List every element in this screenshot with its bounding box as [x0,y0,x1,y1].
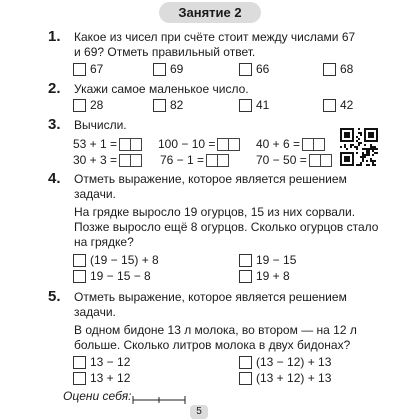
task-4-option-3[interactable]: 19 − 15 − 8 [73,269,151,283]
qr-code[interactable] [340,128,378,166]
task-4-text-line1: Отметь выражение, которое является решением [74,172,347,186]
expression-76-minus-1: 76 − 1 = [160,153,229,167]
task-5-text-line1: Отметь выражение, которое является решением [74,290,347,304]
task-2-option-2[interactable]: 82 [153,98,183,112]
expression-70-minus-50: 70 − 50 = [256,153,332,167]
answer-box[interactable] [119,154,142,167]
expression-40-plus-6: 40 + 6 = [256,137,325,151]
task-5-number: 5. [48,288,61,305]
task-4-number: 4. [48,170,61,187]
checkbox[interactable] [239,356,252,369]
checkbox[interactable] [73,99,86,112]
task-5-option-2[interactable]: (13 − 12) + 13 [239,355,331,369]
task-2-text-line1: Укажи самое маленькое число. [74,82,249,96]
task-3-text-line1: Вычисли. [74,118,127,132]
task-3-number: 3. [48,116,61,133]
checkbox[interactable] [73,254,86,267]
task-4-problem-line1: На грядке выросло 19 огурцов, 15 из них сорвали. [74,205,356,219]
task-2-option-3[interactable]: 41 [239,98,269,112]
task-1-number: 1. [48,28,61,45]
answer-box[interactable] [217,138,240,151]
task-2-option-1[interactable]: 28 [73,98,103,112]
task-4-option-4[interactable]: 19 + 8 [239,269,290,283]
checkbox[interactable] [323,99,336,112]
answer-box[interactable] [309,154,332,167]
checkbox[interactable] [73,356,86,369]
expression-100-minus-10: 100 − 10 = [158,137,240,151]
checkbox[interactable] [239,63,252,76]
task-1-option-2[interactable]: 69 [153,62,183,76]
task-5-option-4[interactable]: (13 + 12) + 13 [239,371,331,385]
checkbox[interactable] [239,254,252,267]
checkbox[interactable] [73,270,86,283]
checkbox[interactable] [153,99,166,112]
task-4-option-1[interactable]: (19 − 15) + 8 [73,253,159,267]
expression-30-plus-3: 30 + 3 = [73,153,142,167]
task-5-text-line2: задачи. [74,305,116,319]
answer-box[interactable] [119,138,142,151]
checkbox[interactable] [239,99,252,112]
lesson-title: Занятие 2 [159,2,261,23]
task-5-option-3[interactable]: 13 + 12 [73,371,130,385]
rating-scale-line[interactable] [132,395,186,405]
expression-53-plus-1: 53 + 1 = [73,137,142,151]
self-rating-scale[interactable] [132,392,186,410]
task-4-problem-line2: Позже выросло ещё 8 огурцов. Сколько огурцов стало [74,220,379,234]
checkbox[interactable] [73,372,86,385]
task-4-text-line2: задачи. [74,187,116,201]
task-4-option-2[interactable]: 19 − 15 [239,253,296,267]
answer-box[interactable] [206,154,229,167]
checkbox[interactable] [153,63,166,76]
checkbox[interactable] [73,63,86,76]
task-1-option-3[interactable]: 66 [239,62,269,76]
task-5-problem-line1: В одном бидоне 13 л молока, во втором — на 12 л [74,323,357,337]
task-5-option-1[interactable]: 13 − 12 [73,355,130,369]
checkbox[interactable] [239,372,252,385]
checkbox[interactable] [239,270,252,283]
task-4-problem-line3: на грядке? [74,235,134,249]
task-1-text-line1: Какое из чисел при счёте стоит между числами 67 [74,30,356,44]
answer-box[interactable] [302,138,325,151]
task-5-problem-line2: больше. Сколько литров молока в двух бидонах? [74,338,351,352]
checkbox[interactable] [323,63,336,76]
page-number: 5 [190,405,208,419]
task-2-option-4[interactable]: 42 [323,98,353,112]
self-rating-label: Оцени себя: [63,389,132,403]
task-1-option-4[interactable]: 68 [323,62,353,76]
task-1-option-1[interactable]: 67 [73,62,103,76]
task-1-text-line2: и 69? Отметь правильный ответ. [74,45,256,59]
task-2-number: 2. [48,80,61,97]
